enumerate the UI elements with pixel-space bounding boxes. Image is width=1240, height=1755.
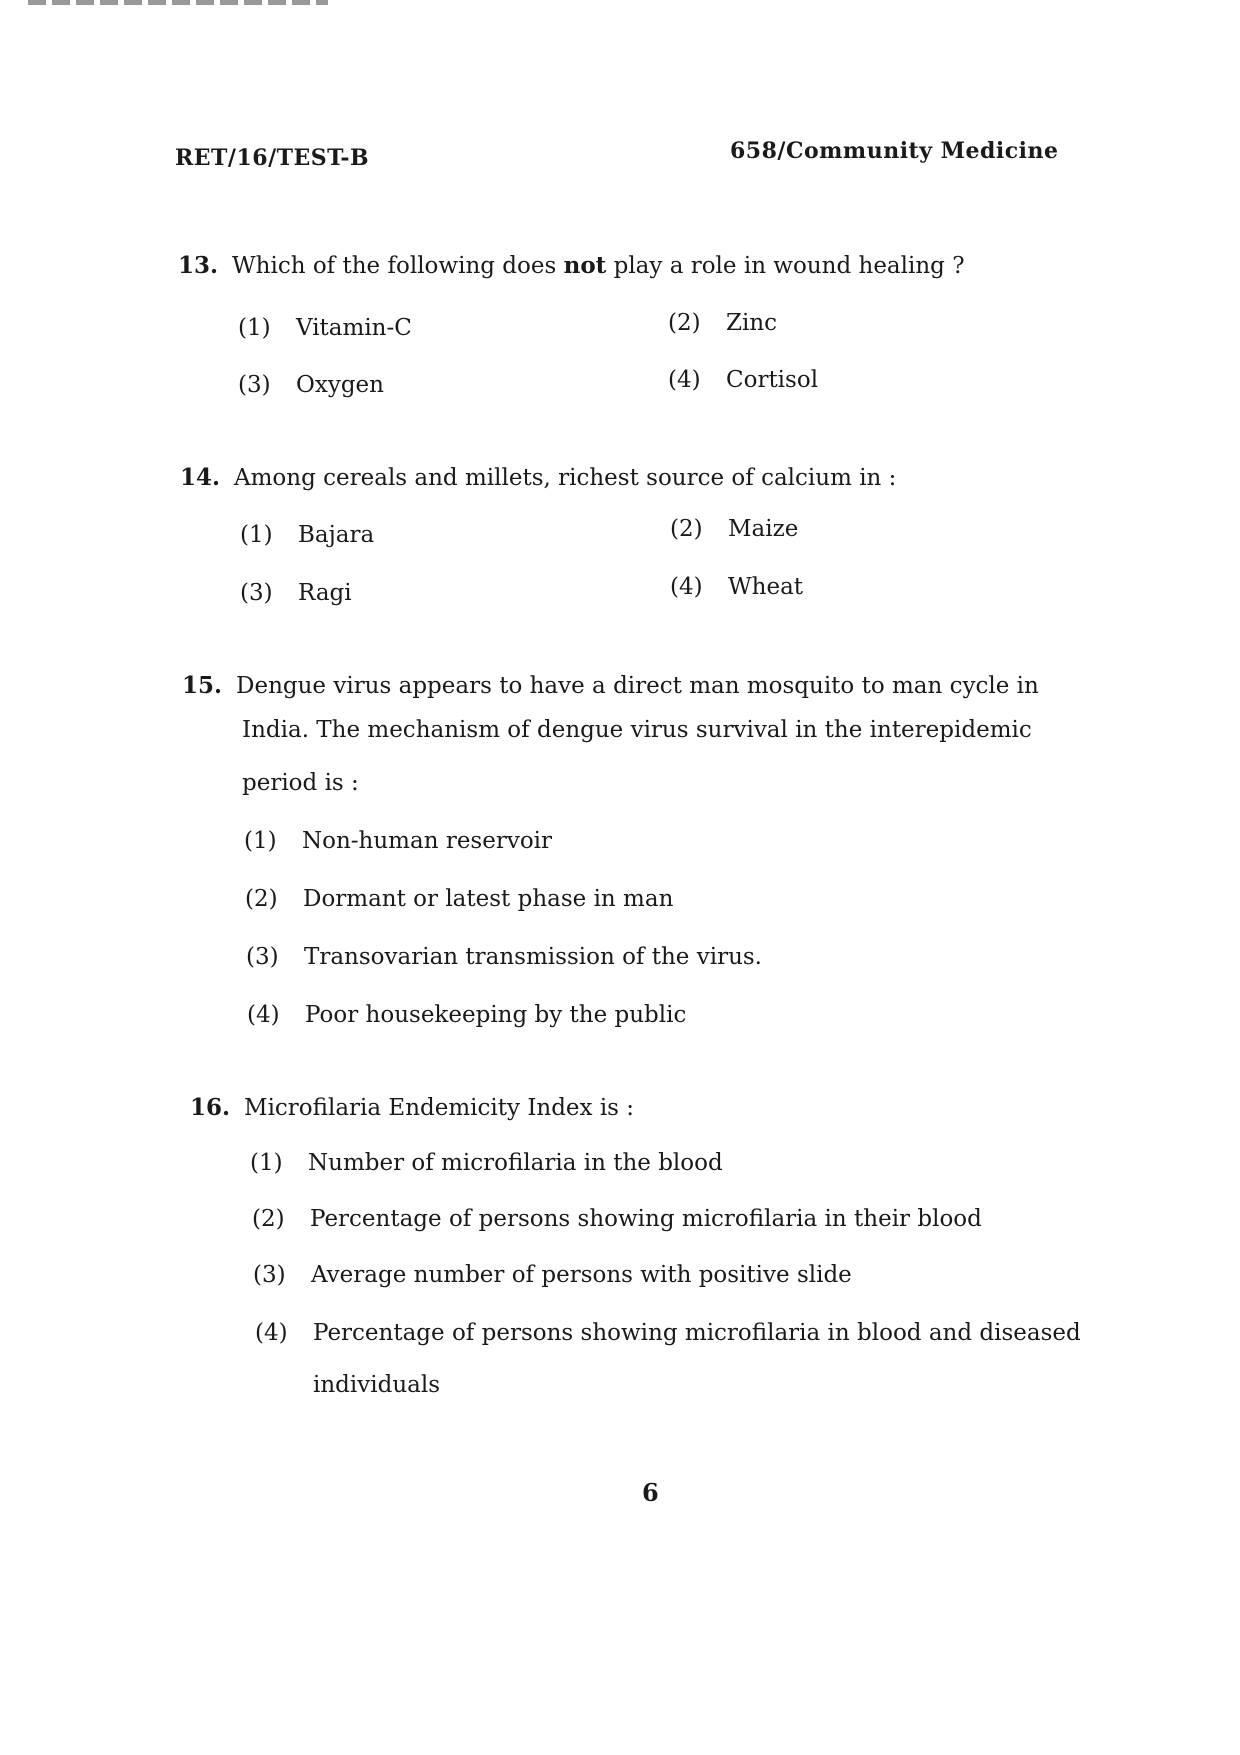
question-14 xyxy=(180,452,896,504)
question-text: Among cereals and millets, richest source of calcium in : xyxy=(234,465,897,491)
option-text: Transovarian transmission of the virus. xyxy=(304,944,762,970)
option-number: (3) xyxy=(246,944,279,970)
option-number: (4) xyxy=(670,574,703,600)
option-number: (4) xyxy=(668,367,701,393)
option-16-4 xyxy=(255,1320,1081,1346)
option-text: Oxygen xyxy=(296,372,384,398)
option-number: (4) xyxy=(255,1320,288,1346)
option-16-4-continuation: individuals xyxy=(313,1372,441,1398)
option-number: (1) xyxy=(250,1150,283,1176)
option-text: Percentage of persons showing microfilaria in their blood xyxy=(310,1206,982,1232)
option-14-2 xyxy=(670,516,798,542)
option-number: (1) xyxy=(240,522,273,548)
option-14-3 xyxy=(240,580,352,606)
question-text-emphasis: not xyxy=(563,252,607,279)
option-13-1 xyxy=(238,315,412,341)
option-text: Number of microfilaria in the blood xyxy=(308,1150,723,1176)
question-13 xyxy=(178,240,965,292)
exam-code: RET/16/TEST-B xyxy=(175,145,370,171)
option-number: (1) xyxy=(244,828,277,854)
option-text: Zinc xyxy=(726,310,778,336)
option-text: Vitamin-C xyxy=(296,315,412,341)
option-text: Average number of persons with positive slide xyxy=(311,1262,852,1288)
option-15-1 xyxy=(244,828,552,854)
option-text: Dormant or latest phase in man xyxy=(303,886,674,912)
question-number: 16. xyxy=(190,1094,231,1121)
option-number: (2) xyxy=(252,1206,285,1232)
option-text: Non-human reservoir xyxy=(302,828,553,854)
option-number: (3) xyxy=(253,1262,286,1288)
option-number: (2) xyxy=(670,516,703,542)
option-text: Wheat xyxy=(728,574,804,600)
option-text: Maize xyxy=(728,516,799,542)
question-15-line-3: period is : xyxy=(242,770,359,796)
question-text-before: Which of the following does xyxy=(232,253,564,279)
option-15-3 xyxy=(246,944,762,970)
option-16-1 xyxy=(250,1150,723,1176)
option-13-4 xyxy=(668,367,818,393)
option-14-1 xyxy=(240,522,374,548)
option-text: Percentage of persons showing microfilaria in blood and diseased xyxy=(313,1320,1081,1346)
question-number: 15. xyxy=(182,672,223,699)
option-number: (3) xyxy=(240,580,273,606)
question-text: Microfilaria Endemicity Index is : xyxy=(244,1095,635,1121)
question-text-after: play a role in wound healing ? xyxy=(606,253,965,279)
option-number: (2) xyxy=(245,886,278,912)
option-15-2 xyxy=(245,886,673,912)
option-text: Ragi xyxy=(298,580,352,606)
option-number: (3) xyxy=(238,372,271,398)
question-16 xyxy=(190,1082,634,1134)
option-15-4 xyxy=(247,1002,686,1028)
question-15 xyxy=(182,660,1039,712)
option-text: Cortisol xyxy=(726,367,819,393)
option-number: (2) xyxy=(668,310,701,336)
option-number: (1) xyxy=(238,315,271,341)
option-number: (4) xyxy=(247,1002,280,1028)
option-16-2 xyxy=(252,1206,982,1232)
question-15-line-2: India. The mechanism of dengue virus survival in the interepidemic xyxy=(242,717,1032,743)
question-text-line-1: Dengue virus appears to have a direct man mosquito to man cycle in xyxy=(236,673,1039,699)
question-number: 13. xyxy=(178,252,219,279)
option-13-2 xyxy=(668,310,777,336)
option-text: Poor housekeeping by the public xyxy=(305,1002,687,1028)
scan-artifact xyxy=(28,0,328,5)
option-13-3 xyxy=(238,372,384,398)
question-number: 14. xyxy=(180,464,221,491)
option-text: Bajara xyxy=(298,522,375,548)
option-14-4 xyxy=(670,574,803,600)
option-16-3 xyxy=(253,1262,852,1288)
page-number: 6 xyxy=(642,1478,659,1507)
subject-title: 658/Community Medicine xyxy=(730,138,1059,164)
